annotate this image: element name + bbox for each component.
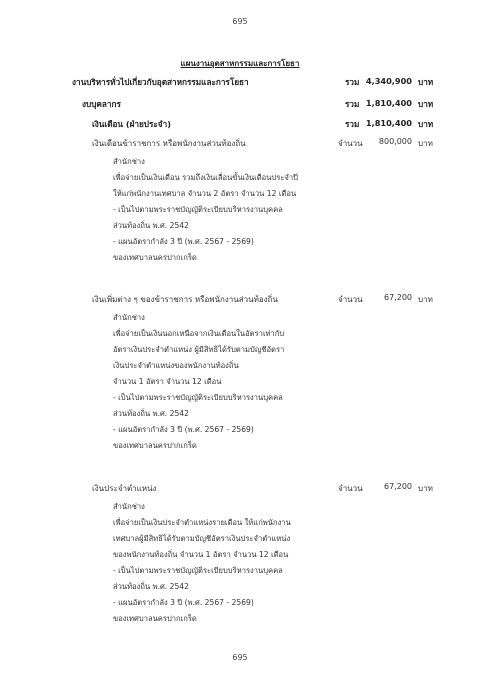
item-line: ส่วนท้องถิ่น พ.ศ. 2542 (113, 409, 189, 418)
summary-amount: 4,340,900 (365, 76, 412, 86)
item-name: เงินประจำตำแหน่ง (92, 484, 157, 493)
page-title: แผนงานอุตสาหกรรมและการโยธา (180, 59, 300, 68)
item-amount: 67,200 (384, 293, 412, 302)
item-line: สำนักช่าง (113, 157, 145, 166)
item-line: เพื่อจ่ายเป็นเงินเดือน รวมถึงเงินเลื่อนขั้นเงินเดือนประจำปี (113, 173, 298, 182)
item-name: เงินเดือนข้าราชการ หรือพนักงานส่วนท้องถิ่น (92, 139, 246, 148)
summary-label: เงินเดือน (ฝ่ายประจำ) (92, 119, 171, 129)
item-line: เงินประจำตำแหน่งของพนักงานท้องถิ่น (113, 361, 239, 370)
item-line: อัตราเงินประจำตำแหน่ง ผู้มีสิทธิได้รับตามบัญชีอัตรา (113, 345, 285, 354)
item-amount: 67,200 (384, 482, 412, 491)
summary-unit: บาท (418, 77, 434, 87)
summary-label: งบบุคลากร (82, 99, 121, 109)
summary-tag: รวม (345, 119, 360, 129)
item-unit: บาท (418, 139, 433, 148)
summary-amount: 1,810,400 (365, 98, 412, 108)
item-line: - เป็นไปตามพระราชบัญญัติระเบียบบริหารงานบุคคล (113, 393, 283, 402)
item-line: ให้แก่พนักงานเทศบาล จำนวน 2 อัตรา จำนวน 12 เดือน (113, 189, 297, 198)
item-name: เงินเพิ่มต่าง ๆ ของข้าราชการ หรือพนักงานส่วนท้องถิ่น (92, 295, 278, 304)
item-line: สำนักช่าง (113, 502, 145, 511)
page-number-bottom: 695 (232, 653, 248, 662)
item-line: ส่วนท้องถิ่น พ.ศ. 2542 (113, 221, 189, 230)
summary-tag: รวม (345, 99, 360, 109)
item-line: - แผนอัตรากำลัง 3 ปี (พ.ศ. 2567 - 2569) (113, 237, 254, 246)
summary-unit: บาท (418, 99, 434, 109)
item-line: - แผนอัตรากำลัง 3 ปี (พ.ศ. 2567 - 2569) (113, 425, 254, 434)
item-line: ของเทศบาลนครปากเกร็ด (113, 614, 197, 623)
item-line: เพื่อจ่ายเป็นเงินนอกเหนือจากเงินเดือนในอัตราเท่ากับ (113, 329, 285, 338)
item-line: - เป็นไปตามพระราชบัญญัติระเบียบบริหารงานบุคคล (113, 205, 283, 214)
item-line: ของพนักงานท้องถิ่น จำนวน 1 อัตรา จำนวน 12 เดือน (113, 550, 289, 559)
item-unit: บาท (418, 484, 433, 493)
item-line: - เป็นไปตามพระราชบัญญัติระเบียบบริหารงานบุคคล (113, 566, 283, 575)
summary-amount: 1,810,400 (365, 118, 412, 128)
item-unit: บาท (418, 295, 433, 304)
page-number-top: 695 (232, 17, 248, 26)
item-qty-label: จำนวน (338, 295, 363, 304)
item-qty-label: จำนวน (338, 139, 363, 148)
item-line: สำนักช่าง (113, 313, 145, 322)
item-amount: 800,000 (378, 137, 412, 146)
item-line: เพื่อจ่ายเป็นเงินประจำตำแหน่งรายเดือน ให้แก่พนักงาน (113, 518, 291, 527)
item-line: ของเทศบาลนครปากเกร็ด (113, 253, 197, 262)
item-qty-label: จำนวน (338, 484, 363, 493)
summary-label: งานบริหารทั่วไปเกี่ยวกับอุตสาหกรรมและการโยธา (72, 77, 249, 87)
summary-unit: บาท (418, 119, 434, 129)
item-line: เทศบาลผู้มีสิทธิได้รับตามบัญชีอัตราเงินประจำตำแหน่ง (113, 534, 291, 543)
item-line: - แผนอัตรากำลัง 3 ปี (พ.ศ. 2567 - 2569) (113, 598, 254, 607)
summary-tag: รวม (345, 77, 360, 87)
item-line: จำนวน 1 อัตรา จำนวน 12 เดือน (113, 377, 222, 386)
item-line: ส่วนท้องถิ่น พ.ศ. 2542 (113, 582, 189, 591)
item-line: ของเทศบาลนครปากเกร็ด (113, 441, 197, 450)
